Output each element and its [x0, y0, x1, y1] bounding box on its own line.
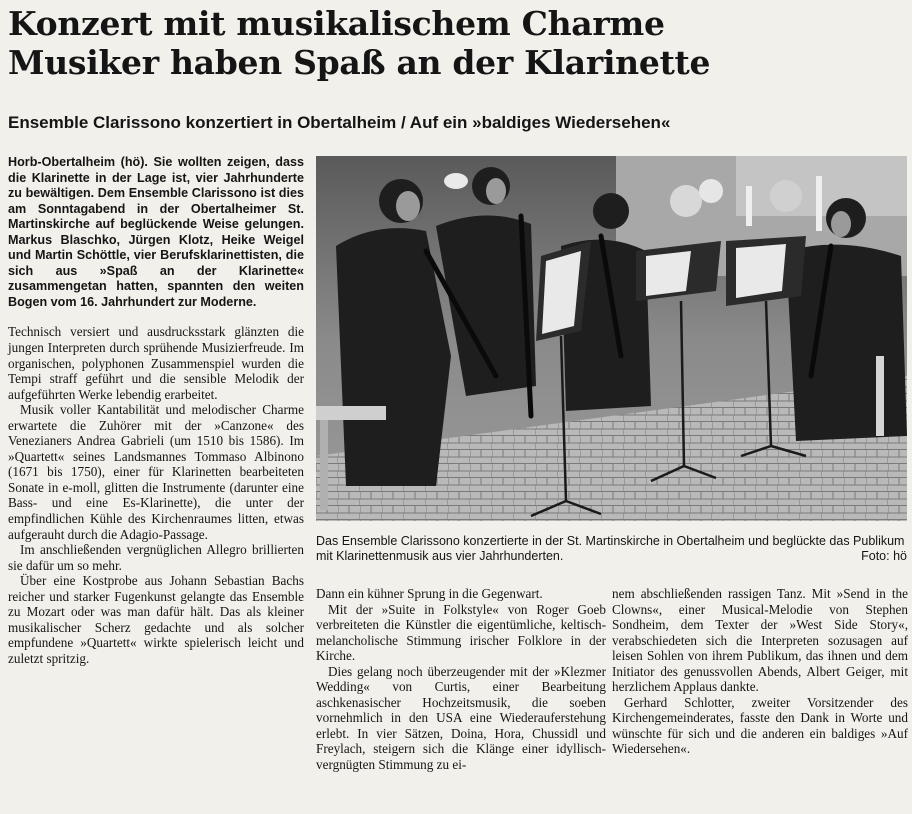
paragraph: Dann ein kühner Sprung in die Gegenwart. [316, 586, 543, 601]
paragraph: Technisch versiert und ausdrucksstark glänzten die jungen Interpreten durch sprühende Musizierfreude. Im organischen, polyphonen Zusammenspiel wurden die Tempi straff geführt und die sensible Melodik der aufgeführten Werke lebendig erarbeitet. [8, 324, 304, 402]
caption-text: Das Ensemble Clarissono konzertierte in der St. Martinskirche in Obertalheim und beglückte das Publikum mit Klarinettenmusik aus vier Jahrhunderten. [316, 534, 905, 563]
photo-caption [316, 534, 907, 564]
article-subheadline: Ensemble Clarissono konzertiert in Obertalheim / Auf ein »baldiges Wiedersehen« [8, 113, 671, 132]
article-photo [316, 156, 907, 521]
headline-line-2: Musiker haben Spaß an der Klarinette [8, 43, 711, 82]
photo-credit: Foto: hö [861, 549, 907, 563]
article-lead: Horb-Obertalheim (hö). Sie wollten zeigen, dass die Klarinette in der Lage ist, vier Jahrhunderte zu bewältigen. Dem Ensemble Clarissono ist dies am Sonntagabend in der Obertalheimer St. Martinskirche auf beglückende Weise gelungen. Markus Blaschko, Jürgen Klotz, Heike Weigel und Martin Schöttle, vier Berufsklarinettisten, die sich aus »Spaß an der Klarinette« zusammengetan hatten, spannten den weiten Bogen vom 16. Jahrhundert zur Moderne. [8, 155, 304, 309]
article-column-3 [612, 586, 908, 757]
article-column-1 [8, 155, 304, 667]
paragraph: Über eine Kostprobe aus Johann Sebastian Bachs reicher und starker Fugenkunst gelangte das Ensemble zu Mozart oder was man dafür hält. Das als kleiner musikalischer Scherz gedachte und als solcher empfundene »Quartett« wirkte spielerisch leicht und zuletzt spritzig. [8, 573, 304, 666]
article-headline [8, 4, 908, 82]
paragraph: Mit der »Suite in Folkstyle« von Roger Goeb verbreiteten die Künstler die eigentümliche, keltisch-melancholische Stimmung irischer Folklore in der Kirche. [316, 601, 606, 664]
paragraph: Im anschließenden vergnüglichen Allegro brillierten sie dafür um so mehr. [8, 542, 304, 573]
ensemble-photo-illustration [316, 156, 907, 521]
paragraph: Gerhard Schlotter, zweiter Vorsitzender des Kirchengemeinderates, fasste den Dank in Worte und wünschte für sich und die anderen ein baldiges »Auf Wiedersehen«. [612, 694, 908, 757]
paragraph: Musik voller Kantabilität und melodischer Charme erwartete die Zuhörer mit der »Canzone« des Venezianers Andrea Gabrieli (um 1510 bis 1586). Im »Quartett« seines Landsmannes Tommaso Albinono (1671 bis 1750), einer für Klarinetten bearbeiteten Sonate in e-moll, glitten die Instrumente (darunter eine Bass- und eine Es-Klarinette), die unter der empfindlichen Kühle des Kirchenraumes litten, etwas aufgerauht durch die Adagio-Passage. [8, 402, 304, 542]
paragraph: Dies gelang noch überzeugender mit der »Klezmer Wedding« von Curtis, einer Bearbeitung aschkenasischer Hochzeitsmusik, die soeben vornehmlich in den USA eine Wiederauferstehung erlebt. In vier Sätzen, Doina, Hora, Chussidl und Freylach, steigern sich die Klänge einer idyllisch-vergnügten Stimmung zu ei- [316, 663, 606, 773]
column-1-body [8, 324, 304, 666]
headline-line-1: Konzert mit musikalischem Charme [8, 4, 665, 43]
paragraph: nem abschließenden rassigen Tanz. Mit »Send in the Clowns«, einer Musical-Melodie von Stephen Sondheim, dem Texter der »West Side Story«, verabschiedeten sich die Interpreten sozusagen auf leisen Sohlen von ihrem Publikum, das ihnen und dem Initiator des genussvollen Abends, Albert Geiger, mit herzlichem Applaus dankte. [612, 586, 908, 695]
article-column-2 [316, 586, 606, 773]
